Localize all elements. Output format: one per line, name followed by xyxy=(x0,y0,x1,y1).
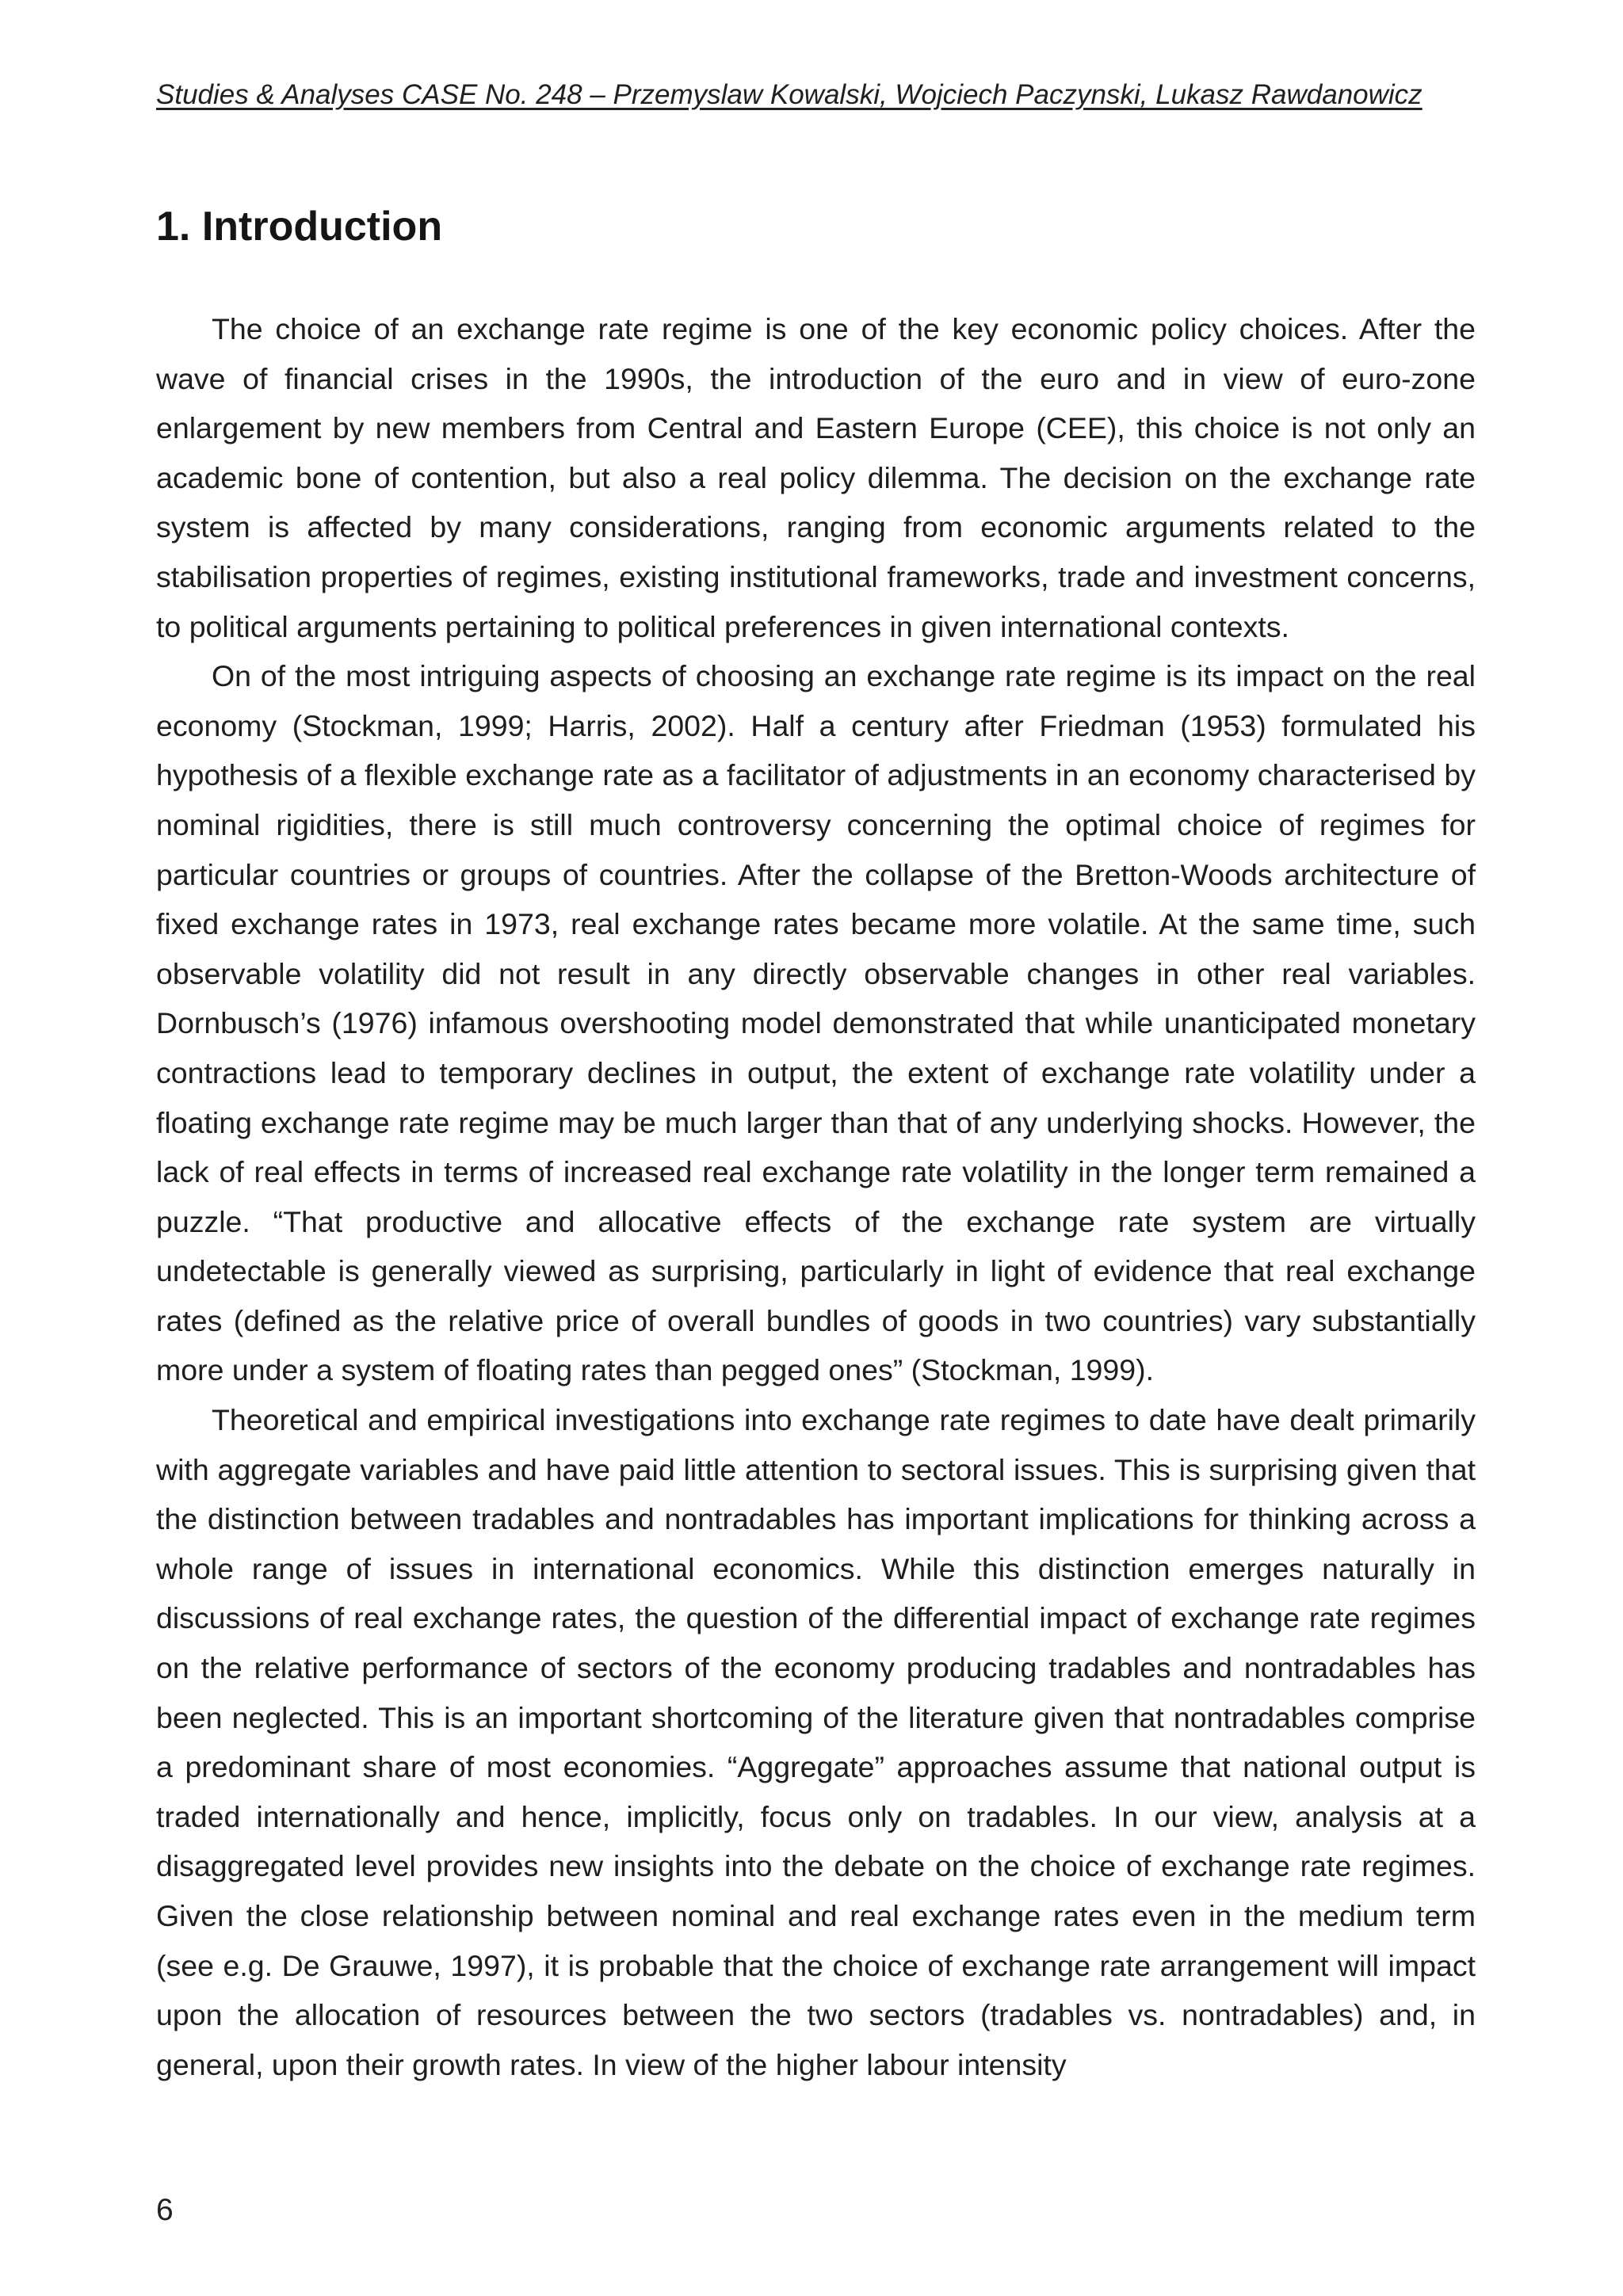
paragraph-2: On of the most intriguing aspects of choosing an exchange rate regime is its impact on the real economy (Stockman, 1999; Harris, 2002). Half a century after Friedman (1953) formulated his hypothesis of a flexible exchange rate as a facilitator of adjustments in an economy characterised by nominal rigidities, there is still much controversy concerning the optimal choice of regimes for particular countries or groups of countries. After the collapse of the Bretton-Woods architecture of fixed exchange rates in 1973, real exchange rates became more volatile. At the same time, such observable volatility did not result in any directly observable changes in other real variables. Dornbusch’s (1976) infamous overshooting model demonstrated that while unanticipated monetary contractions lead to temporary declines in output, the extent of exchange rate volatility under a floating exchange rate regime may be much larger than that of any underlying shocks. However, the lack of real effects in terms of increased real exchange rate volatility in the longer term remained a puzzle. “That productive and allocative effects of the exchange rate system are virtually undetectable is generally viewed as surprising, particularly in light of evidence that real exchange rates (defined as the relative price of overall bundles of goods in two countries) vary substantially more under a system of floating rates than pegged ones” (Stockman, 1999). xyxy=(156,659,1476,1387)
paragraph-3: Theoretical and empirical investigations into exchange rate regimes to date have dealt primarily with aggregate variables and have paid little attention to sectoral issues. This is surprising given that the distinction between tradables and nontradables has important implications for thinking across a whole range of issues in international economics. While this distinction emerges naturally in discussions of real exchange rates, the question of the differential impact of exchange rate regimes on the relative performance of sectors of the economy producing tradables and nontradables has been neglected. This is an important shortcoming of the literature given that nontradables comprise a predominant share of most economies. “Aggregate” approaches assume that national output is traded internationally and hence, implicitly, focus only on tradables. In our view, analysis at a disaggregated level provides new insights into the debate on the choice of exchange rate regimes. Given the close relationship between nominal and real exchange rates even in the medium term (see e.g. De Grauwe, 1997), it is probable that the choice of exchange rate arrangement will impact upon the allocation of resources between the two sectors (tradables vs. nontradables) and, in general, upon their growth rates. In view of the higher labour intensity xyxy=(156,1403,1476,2081)
body-text xyxy=(156,304,1476,2089)
page-number: 6 xyxy=(156,2193,174,2227)
section-title: 1. Introduction xyxy=(156,204,443,250)
paragraph-1: The choice of an exchange rate regime is one of the key economic policy choices. After the wave of financial crises in the 1990s, the introduction of the euro and in view of euro-zone enlargement by new members from Central and Eastern Europe (CEE), this choice is not only an academic bone of contention, but also a real policy dilemma. The decision on the exchange rate system is affected by many considerations, ranging from economic arguments related to the stabilisation properties of regimes, existing institutional frameworks, trade and investment concerns, to political arguments pertaining to political preferences in given international contexts. xyxy=(156,312,1476,643)
running-header: Studies & Analyses CASE No. 248 – Przemyslaw Kowalski, Wojciech Paczynski, Lukasz Rawdanowicz xyxy=(156,79,1423,110)
